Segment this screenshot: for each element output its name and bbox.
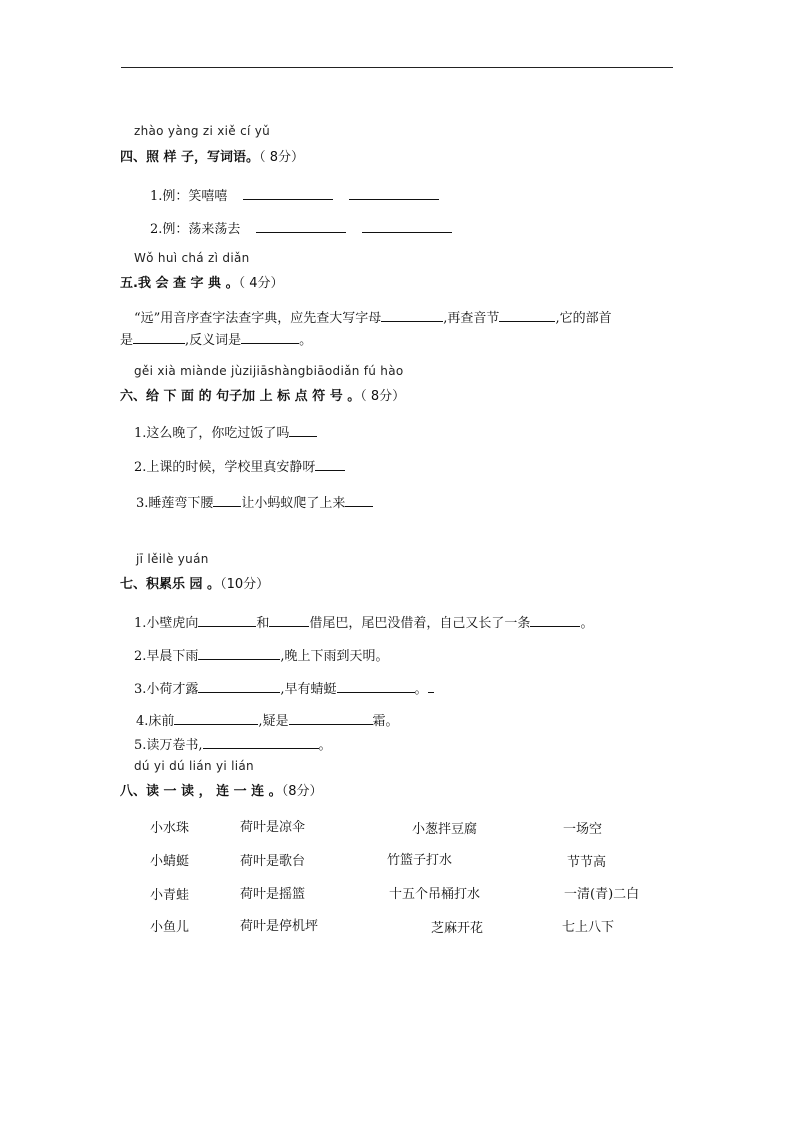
s7-l4-b: ,疑是 (258, 714, 289, 729)
s8-col2-item-1[interactable]: 荷叶是凉伞 (240, 820, 306, 835)
s7-line-3 (134, 678, 434, 697)
header-rule (121, 67, 673, 68)
s6-item-2-text: 2.上课的时候，学校里真安静呀 (134, 460, 316, 475)
s7-line-1 (134, 612, 593, 631)
s4-blank-2b[interactable] (362, 220, 452, 233)
s6-pinyin: gěi xià miànde jùzijiāshàngbiāodiǎn fú hào (134, 364, 404, 378)
s5-blank-antonym[interactable] (241, 331, 299, 344)
s7-l4-a: 4.床前 (136, 714, 175, 729)
s8-col1-item-4[interactable]: 小鱼儿 (150, 920, 190, 935)
s4-points: （ 8分） (259, 150, 304, 165)
s8-col4-item-2[interactable]: 节节高 (567, 855, 607, 870)
s8-pinyin: dú yi dú lián yi lián (134, 759, 254, 773)
s7-blank-1a[interactable] (198, 614, 256, 627)
s7-blank-3c (428, 680, 434, 693)
s8-col3-item-2[interactable]: 竹篮子打水 (387, 853, 453, 868)
s5-blank-radical[interactable] (133, 331, 185, 344)
s5-line1-c: ,它的部首 (555, 311, 612, 326)
s4-item-1-text: 1.例：笑嘻嘻 (150, 189, 228, 204)
s6-blank-3b[interactable] (345, 494, 373, 507)
s5-line1-a: “远”用音序查字法查字典，应先查大写字母 (134, 311, 382, 326)
s5-title-text: 五.我 会 查 字 典 。 (120, 276, 239, 291)
s7-blank-4b[interactable] (289, 712, 373, 725)
s7-l1-c: 借尾巴，尾巴没借着，自己又长了一条 (309, 616, 531, 631)
s4-item-1 (150, 185, 439, 204)
s8-title (120, 780, 322, 799)
s8-col2-item-2[interactable]: 荷叶是歌台 (240, 854, 306, 869)
s8-col4-item-3[interactable]: 一清(青)二白 (564, 887, 640, 902)
s6-item-1 (134, 422, 317, 441)
s7-blank-3a[interactable] (198, 680, 280, 693)
s6-item-1-text: 1.这么晚了，你吃过饭了吗 (134, 426, 290, 441)
s7-pinyin: jī lěilè yuán (136, 552, 209, 566)
s4-title (120, 146, 304, 165)
s7-l4-c: 霜。 (372, 714, 399, 729)
s5-pinyin: Wǒ huì chá zì diǎn (134, 251, 250, 265)
s6-item-2 (134, 456, 345, 475)
s7-title (120, 573, 269, 592)
s7-blank-2[interactable] (198, 647, 280, 660)
s6-title (120, 385, 405, 404)
s8-col4-item-4[interactable]: 七上八下 (562, 920, 615, 935)
s4-pinyin: zhào yàng zi xiě cí yǔ (134, 124, 271, 138)
s7-blank-1b[interactable] (269, 614, 309, 627)
s6-blank-3a[interactable] (213, 494, 241, 507)
s4-blank-2a[interactable] (256, 220, 346, 233)
s7-l3-b: ,早有蜻蜓 (280, 682, 337, 697)
s7-l2-a: 2.早晨下雨 (134, 649, 199, 664)
s6-points: （ 8分） (360, 389, 406, 404)
s6-item-3-text-a: 3.睡莲弯下腰 (136, 496, 214, 511)
s4-blank-1a[interactable] (243, 187, 333, 200)
s6-item-3-text-b: 让小蚂蚁爬了上来 (241, 496, 346, 511)
s4-item-2-text: 2.例：荡来荡去 (150, 222, 241, 237)
s8-col3-item-4[interactable]: 芝麻开花 (431, 921, 484, 936)
s7-l5-b: 。 (318, 738, 332, 753)
s7-blank-3b[interactable] (337, 680, 415, 693)
s7-l1-a: 1.小壁虎向 (134, 616, 199, 631)
s8-col2-item-3[interactable]: 荷叶是摇篮 (240, 887, 306, 902)
s7-l3-a: 3.小荷才露 (134, 682, 199, 697)
s8-col3-item-1[interactable]: 小葱拌豆腐 (412, 822, 478, 837)
s7-blank-5[interactable] (203, 736, 319, 749)
s5-blank-syllable[interactable] (499, 309, 555, 322)
s8-points: （8分） (281, 784, 323, 799)
s5-line2-a: 是 (120, 333, 134, 348)
s8-col2-item-4[interactable]: 荷叶是停机坪 (240, 919, 319, 934)
s6-title-text: 六、给 下 面 的 句子加 上 标 点 符 号 。 (120, 389, 361, 404)
s8-title-text: 八、读 一 读 ， 连 一 连 。 (120, 784, 282, 799)
s7-l3-c: 。 (414, 682, 428, 697)
s7-l1-b: 和 (256, 616, 270, 631)
s4-item-2 (150, 218, 452, 237)
s7-points: （10分） (220, 577, 270, 592)
s4-title-text: 四、照 样 子，写词语。 (120, 150, 260, 165)
s6-blank-2[interactable] (315, 458, 345, 471)
s7-title-text: 七、积累乐 园 。 (120, 577, 221, 592)
s7-line-2 (134, 645, 389, 664)
s8-col1-item-1[interactable]: 小水珠 (150, 821, 190, 836)
s4-blank-1b[interactable] (349, 187, 439, 200)
s7-l1-d: 。 (580, 616, 594, 631)
s8-col4-item-1[interactable]: 一场空 (563, 822, 603, 837)
s5-line1-b: ,再查音节 (443, 311, 500, 326)
s5-points: （ 4分） (238, 276, 284, 291)
s7-blank-1c[interactable] (530, 614, 580, 627)
s5-line2-c: 。 (299, 333, 313, 348)
s8-col1-item-3[interactable]: 小青蛙 (150, 888, 190, 903)
s5-line-2 (120, 329, 312, 348)
s7-line-5 (134, 734, 332, 753)
s5-blank-letter[interactable] (381, 309, 443, 322)
s8-col3-item-3[interactable]: 十五个吊桶打水 (389, 887, 481, 902)
s5-line-1 (134, 307, 612, 326)
s8-col1-item-2[interactable]: 小蜻蜓 (150, 854, 190, 869)
s7-blank-4a[interactable] (174, 712, 258, 725)
s5-line2-b: ,反义词是 (185, 333, 242, 348)
s6-item-3 (136, 492, 373, 511)
s7-l2-b: ,晚上下雨到天明。 (280, 649, 389, 664)
s7-line-4 (136, 710, 399, 729)
s7-l5-a: 5.读万卷书, (134, 738, 203, 753)
s5-title (120, 272, 283, 291)
s6-blank-1[interactable] (289, 424, 317, 437)
